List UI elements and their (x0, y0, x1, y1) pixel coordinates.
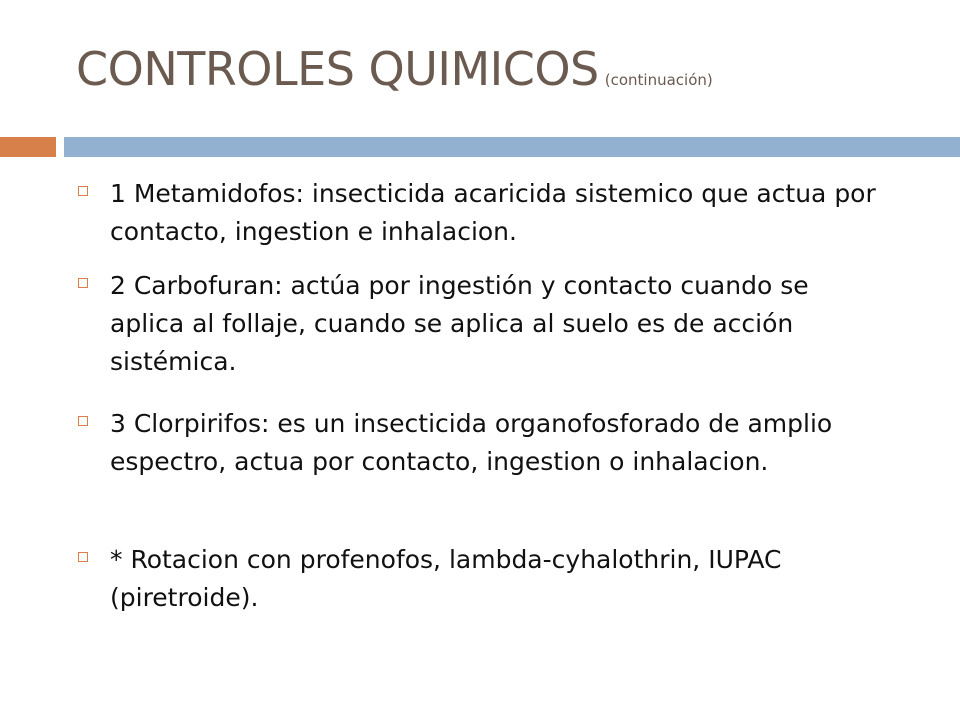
square-bullet-icon (78, 416, 88, 426)
bullet-item-rotacion (78, 541, 890, 617)
bullet-item-clorpirifos (78, 405, 890, 481)
title-subtitle: (continuación) (604, 71, 713, 89)
bullet-item-carbofuran (78, 267, 890, 381)
title-main: CONTROLES QUIMICOS (76, 42, 599, 96)
bullet-text: 3 Clorpirifos: es un insecticida organofosforado de amplio espectro, actua por contacto, ingestion o inhalacion. (110, 409, 833, 476)
square-bullet-icon (78, 552, 88, 562)
square-bullet-icon (78, 278, 88, 288)
bullet-text: 1 Metamidofos: insecticida acaricida sistemico que actua por contacto, ingestion e inhalacion. (110, 179, 876, 246)
bullet-text: 2 Carbofuran: actúa por ingestión y contacto cuando se aplica al follaje, cuando se aplica al suelo es de acción sistémica. (110, 271, 809, 376)
square-bullet-icon (78, 186, 88, 196)
bullet-text: * Rotacion con profenofos, lambda-cyhalothrin, IUPAC (piretroide). (110, 545, 782, 612)
bullet-item-metamidofos (78, 175, 890, 251)
